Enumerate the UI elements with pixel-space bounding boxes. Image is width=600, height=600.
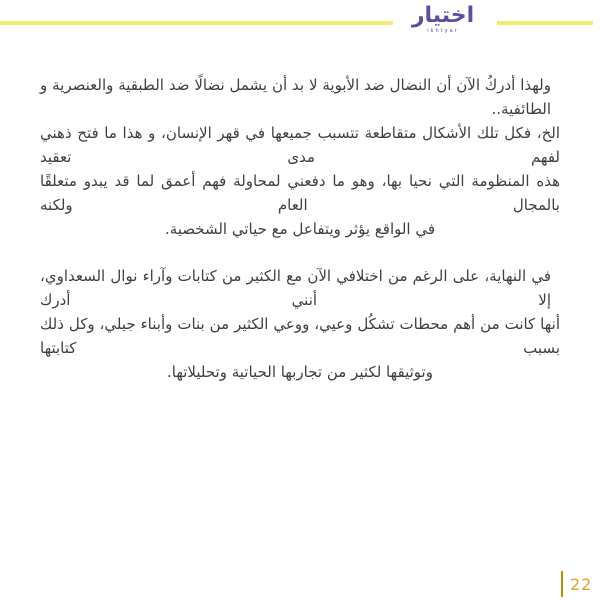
logo-latin-text: ikhtyar xyxy=(427,28,459,34)
text-line: وتوثيقها لكثير من تجاربها الحياتية وتحليلاتها. xyxy=(167,363,433,381)
text-line: هذه المنظومة التي نحيا بها، وهو ما دفعني لمحاولة فهم أعمق لما قد يبدو متعلقًا بالمجال العام ولكنه xyxy=(40,172,560,214)
text-line: الخ، فكل تلك الأشكال متقاطعة تتسبب جميعها في قهر الإنسان، و هذا ما فتح ذهني لفهم مدى تعقيد xyxy=(40,124,560,166)
text-line: ولهذا أدركُ الآن أن النضال ضد الأبوية لا بد أن يشمل نضالًا ضد الطبقية والعنصرية و الطائفية.. xyxy=(40,76,551,118)
text-line: في النهاية، على الرغم من اختلافي الآن مع الكثير من كتابات وآراء نوال السعداوي، إلا أنني أدرك xyxy=(40,267,551,309)
footer-page-marker xyxy=(561,571,592,597)
paragraph-2 xyxy=(40,264,560,384)
header-rule-left xyxy=(0,21,393,25)
page-number-bar xyxy=(561,571,563,597)
paragraph-1 xyxy=(40,73,560,241)
text-line: في الواقع يؤثر ويتفاعل مع حياتي الشخصية. xyxy=(164,220,436,238)
article-text xyxy=(40,73,560,384)
page-number: 22 xyxy=(570,574,593,594)
header-rule-right xyxy=(497,21,593,25)
logo-arabic-text: اختيار xyxy=(411,3,475,28)
magazine-logo xyxy=(406,5,480,34)
text-line: أنها كانت من أهم محطات تشكُل وعيي، ووعي الكثير من بنات وأبناء جيلي، وكل ذلك بسبب كتابتها xyxy=(40,315,560,357)
